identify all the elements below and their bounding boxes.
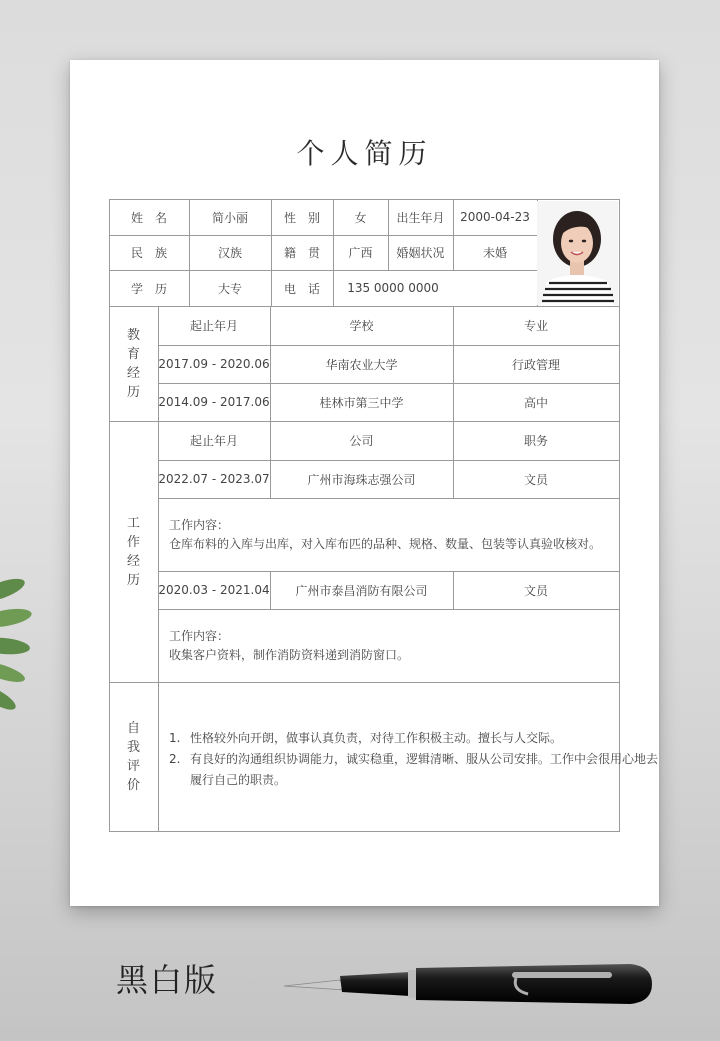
gender-value: 女 bbox=[354, 210, 367, 225]
name-label: 姓 名 bbox=[130, 210, 167, 225]
self-eval-section-label: 自 我 评 价 bbox=[126, 720, 140, 793]
edu-row-school: 桂林市第三中学 bbox=[319, 395, 404, 410]
marital-label: 婚姻状况 bbox=[396, 246, 445, 260]
page-title: 个人简历 bbox=[296, 137, 433, 170]
name-value: 简小丽 bbox=[211, 210, 248, 225]
edu-row-period: 2017.09 - 2020.06 bbox=[158, 357, 270, 371]
edu-row-school: 华南农业大学 bbox=[325, 357, 398, 372]
edu-header-school: 学校 bbox=[349, 319, 374, 333]
fountain-pen-decoration bbox=[280, 950, 660, 1010]
list-item: 1. 性格较外向开朗，做事认真负责，对待工作积极主动。擅长与人交际。 bbox=[169, 731, 563, 745]
ethnic-label: 民 族 bbox=[130, 246, 167, 260]
work-header-title: 职务 bbox=[523, 434, 548, 448]
phone-value: 135 0000 0000 bbox=[347, 281, 439, 295]
birth-label: 出生年月 bbox=[396, 210, 445, 225]
phone-label: 电 话 bbox=[283, 281, 320, 296]
origin-value: 广西 bbox=[348, 246, 373, 260]
plant-leaves-decoration bbox=[0, 560, 40, 740]
work-section-label: 工 作 经 历 bbox=[126, 515, 140, 588]
gender-label: 性 别 bbox=[283, 210, 320, 225]
job-title: 文员 bbox=[523, 583, 548, 598]
birth-value: 2000-04-23 bbox=[460, 210, 530, 224]
work-header-company: 公司 bbox=[349, 434, 374, 448]
edu-row-major: 高中 bbox=[523, 395, 548, 410]
resume-paper bbox=[70, 60, 659, 906]
job-company: 广州市海珠志强公司 bbox=[307, 472, 416, 487]
job-period: 2020.03 - 2021.04 bbox=[158, 583, 270, 597]
job-content-label: 工作内容： bbox=[169, 629, 230, 643]
list-item: 2. 有良好的沟通组织协调能力，诚实稳重，逻辑清晰、服从公司安排。工作中会很用心地去 履行自己的职责。 bbox=[169, 752, 659, 787]
ethnic-value: 汉族 bbox=[217, 246, 242, 260]
profile-photo bbox=[537, 201, 618, 305]
version-label: 黑白版 bbox=[116, 961, 219, 999]
job-period: 2022.07 - 2023.07 bbox=[158, 472, 270, 486]
edu-row-major: 行政管理 bbox=[511, 357, 560, 372]
edu-label: 学 历 bbox=[130, 281, 167, 296]
edu-row-period: 2014.09 - 2017.06 bbox=[158, 395, 270, 409]
self-eval-list bbox=[169, 728, 659, 791]
edu-header-major: 专业 bbox=[523, 319, 548, 333]
edu-value: 大专 bbox=[217, 281, 242, 296]
edu-header-period: 起止年月 bbox=[189, 319, 238, 333]
work-header-period: 起止年月 bbox=[189, 434, 238, 448]
job-content-label: 工作内容： bbox=[169, 518, 230, 532]
marital-value: 未婚 bbox=[482, 246, 507, 260]
job-content: 仓库布料的入库与出库，对入库布匹的品种、规格、数量、包装等认真验收核对。 bbox=[169, 537, 602, 551]
job-title: 文员 bbox=[523, 472, 548, 487]
origin-label: 籍 贯 bbox=[283, 246, 320, 260]
job-company: 广州市泰昌消防有限公司 bbox=[295, 583, 428, 598]
education-section-label: 教 育 经 历 bbox=[126, 327, 140, 400]
job-content: 收集客户资料，制作消防资料递到消防窗口。 bbox=[169, 648, 410, 662]
